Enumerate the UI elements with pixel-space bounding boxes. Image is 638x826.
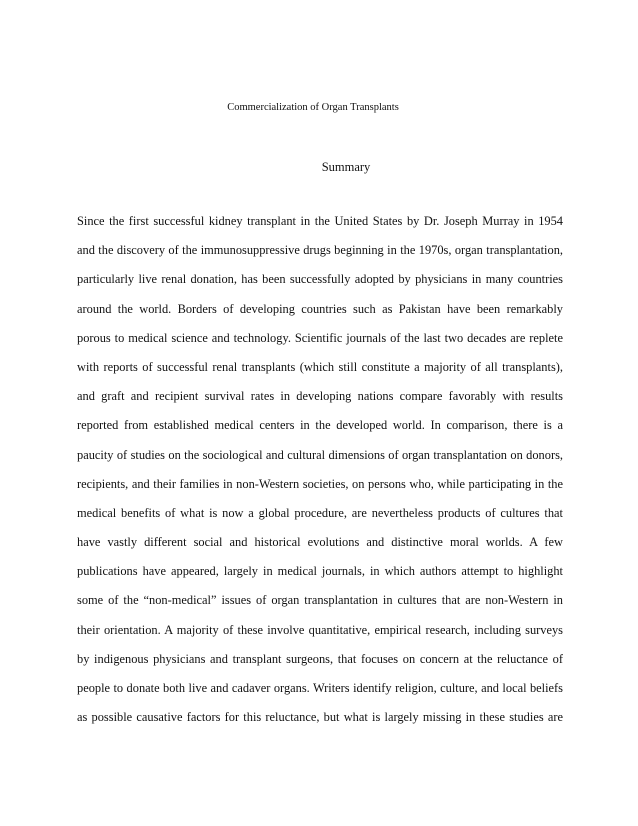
paragraph-line: medical benefits of what is now a global procedure, are nevertheless products of cultures that <box>77 505 563 520</box>
paragraph-line: and graft and recipient survival rates in developing nations compare favorably with results <box>77 389 563 404</box>
paragraph-line: Since the first successful kidney transplant in the United States by Dr. Joseph Murray in 1954 <box>77 214 563 228</box>
paragraph-line: as possible causative factors for this reluctance, but what is largely missing in these studies are <box>77 710 563 725</box>
paragraph-line: people to donate both live and cadaver organs. Writers identify religion, culture, and local beliefs <box>77 681 563 695</box>
paragraph-line: recipients, and their families in non-Western societies, on persons who, while participating in the <box>77 476 563 491</box>
paragraph-line: by indigenous physicians and transplant surgeons, that focuses on concern at the reluctance of <box>77 651 563 666</box>
running-title <box>0 102 638 113</box>
paragraph-line: porous to medical science and technology. Scientific journals of the last two decades are replete <box>77 330 563 345</box>
paragraph-line: paucity of studies on the sociological and cultural dimensions of organ transplantation on donors, <box>77 447 563 462</box>
section-heading <box>0 160 638 175</box>
section-heading-text: Summary <box>321 160 371 174</box>
paragraph-line: with reports of successful renal transplants (which still constitute a majority of all transplants), <box>77 359 563 374</box>
paragraph-line: reported from established medical centers in the developed world. In comparison, there is a <box>77 418 563 433</box>
paragraph-line: some of the “non-medical” issues of organ transplantation in cultures that are non-Western in <box>77 593 563 608</box>
paragraph-line: their orientation. A majority of these involve quantitative, empirical research, including surveys <box>77 622 563 637</box>
paragraph-line: publications have appeared, largely in medical journals, in which authors attempt to highlight <box>77 564 563 579</box>
paragraph-line: have vastly different social and historical evolutions and distinctive moral worlds. A few <box>77 535 563 550</box>
paragraph-line: around the world. Borders of developing countries such as Pakistan have been remarkably <box>77 301 563 316</box>
paragraph-line: and the discovery of the immunosuppressive drugs beginning in the 1970s, organ transplantation, <box>77 243 563 258</box>
running-title-text: Commercialization of Organ Transplants <box>227 102 399 113</box>
body-paragraph <box>77 207 563 732</box>
paragraph-line: particularly live renal donation, has been successfully adopted by physicians in many countries <box>77 272 563 287</box>
